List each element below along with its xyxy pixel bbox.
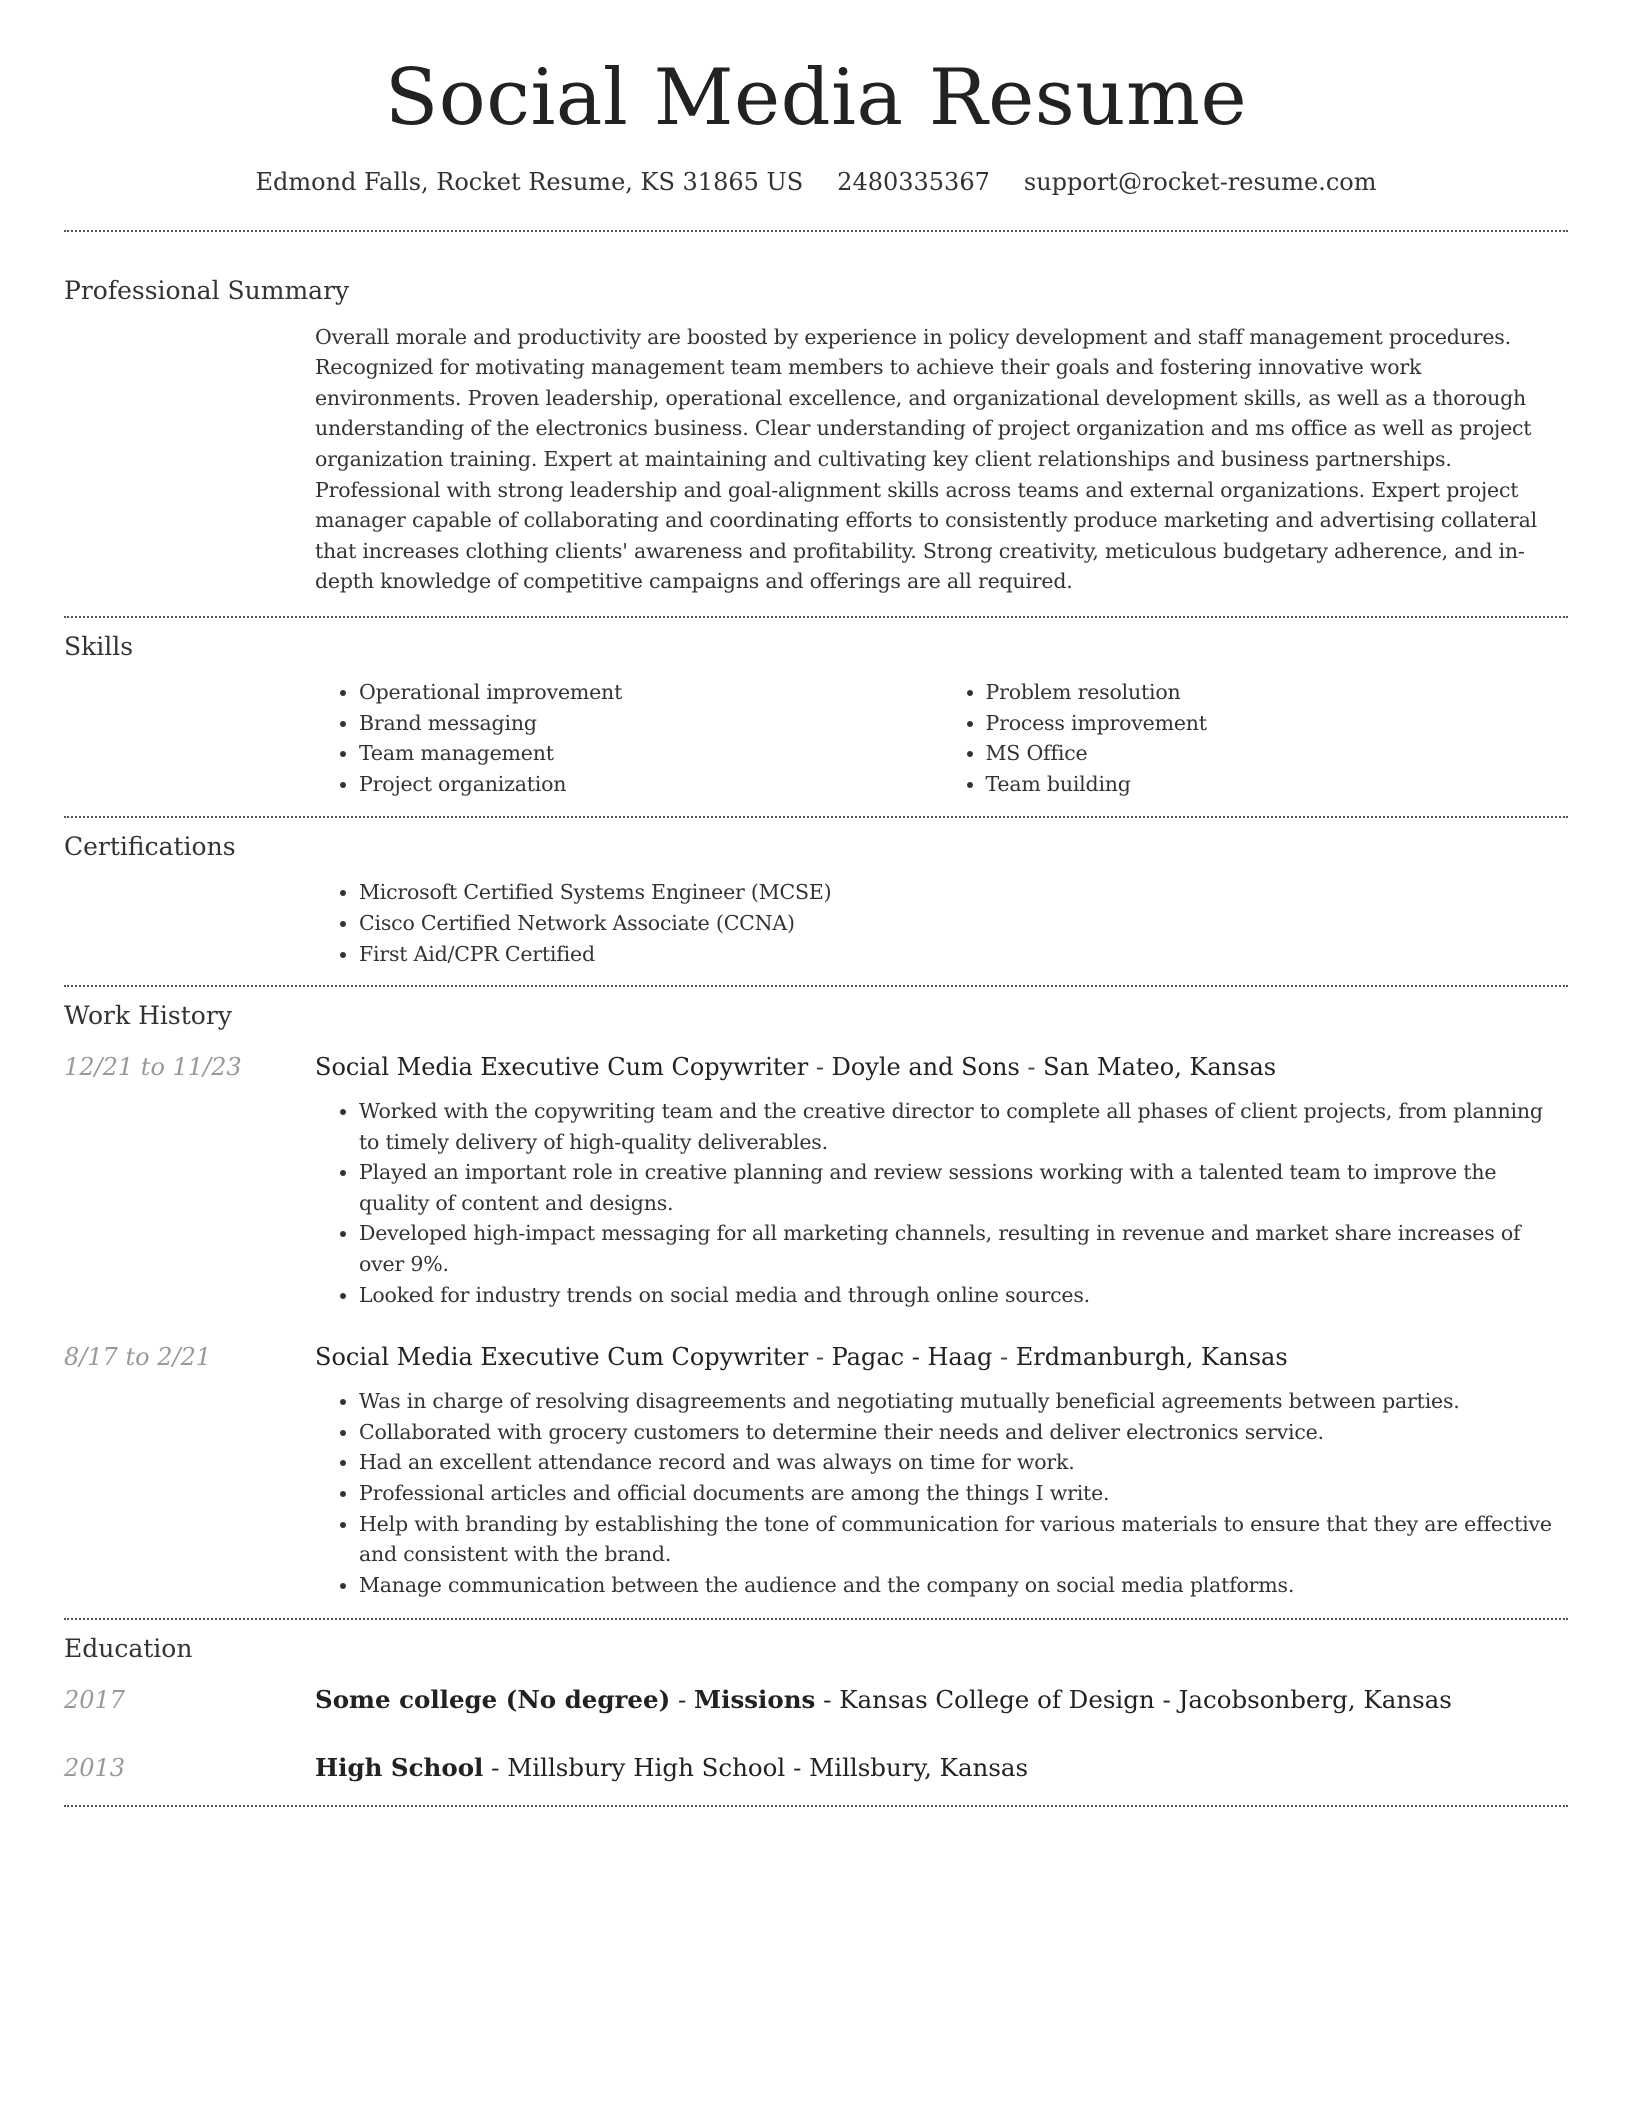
- section-heading-certifications: Certifications: [64, 832, 236, 862]
- section-heading-education: Education: [64, 1634, 193, 1664]
- job-title: Social Media Executive Cum Copywriter: [315, 1053, 809, 1082]
- job-title: Social Media Executive Cum Copywriter: [315, 1343, 809, 1372]
- education-school: Millsbury High School: [507, 1753, 786, 1783]
- education-degree: Some college (No degree): [315, 1685, 671, 1715]
- certification-item: • Cisco Certified Network Associate (CCNA): [359, 908, 1568, 939]
- divider: [64, 230, 1568, 232]
- divider: [64, 616, 1568, 618]
- job-bullet: • Developed high-impact messaging for all marketing channels, resulting in revenue and market share increases of over 9%.: [359, 1218, 1568, 1279]
- section-heading-skills: Skills: [64, 631, 134, 661]
- job-company: Doyle and Sons: [831, 1053, 1020, 1082]
- education-year: 2013: [64, 1754, 126, 1783]
- skills-list-right: [942, 677, 1569, 799]
- skill-item: • Project organization: [359, 769, 942, 800]
- contact-address: Edmond Falls, Rocket Resume, KS 31865 US: [255, 167, 804, 196]
- education-entry: [64, 1751, 1568, 1785]
- skill-item: • Team management: [359, 738, 942, 769]
- education-year: 2017: [64, 1686, 126, 1715]
- skill-item: • Problem resolution: [986, 677, 1569, 708]
- job-bullet: • Had an excellent attendance record and was always on time for work.: [359, 1447, 1568, 1478]
- contact-email: support@rocket-resume.com: [1023, 167, 1377, 196]
- skill-item: • Process improvement: [986, 708, 1569, 739]
- education-entry: [64, 1683, 1568, 1717]
- certifications-list: [315, 877, 1568, 969]
- summary-text: Overall morale and productivity are boosted by experience in policy development and staff management procedures. Recognized for motivating management team members to achieve their goals and fostering innovative work environments. Proven leadership, operational excellence, and organizational development skills, as well as a thorough understanding of the electronics business. Clear understanding of project organization and ms office as well as project organization training. Expert at maintaining and cultivating key client relationships and business partnerships. Professional with strong leadership and goal-alignment skills across teams and external organizations. Expert project manager capable of collaborating and coordinating efforts to consistently produce marketing and advertising collateral that increases clothing clients' awareness and profitability. Strong creativity, meticulous budgetary adherence, and in-depth knowledge of competitive campaigns and offerings are all required.: [315, 324, 1537, 594]
- skill-item: • Team building: [986, 769, 1569, 800]
- job-entry: [64, 1340, 1568, 1600]
- job-heading: Social Media Executive Cum Copywriter - Pagac - Haag - Erdmanburgh, Kansas: [315, 1343, 1288, 1372]
- job-bullet: • Help with branding by establishing the tone of communication for various materials to ensure that they are effective and consistent with the brand.: [359, 1509, 1568, 1570]
- job-heading: Social Media Executive Cum Copywriter - Doyle and Sons - San Mateo, Kansas: [315, 1053, 1277, 1082]
- certification-item: • Microsoft Certified Systems Engineer (MCSE): [359, 877, 1568, 908]
- job-location: Erdmanburgh, Kansas: [1015, 1343, 1288, 1372]
- job-entry: [64, 1050, 1568, 1310]
- section-heading-work: Work History: [64, 1001, 232, 1031]
- education-location: Jacobsonberg, Kansas: [1178, 1685, 1452, 1715]
- job-bullet: • Collaborated with grocery customers to determine their needs and deliver electronics service.: [359, 1417, 1568, 1448]
- education-heading: Some college (No degree) - Missions - Kansas College of Design - Jacobsonberg, Kansas: [315, 1685, 1452, 1715]
- job-bullet: • Professional articles and official documents are among the things I write.: [359, 1478, 1568, 1509]
- skill-item: • Operational improvement: [359, 677, 942, 708]
- skill-item: • MS Office: [986, 738, 1569, 769]
- skills-list-left: [315, 677, 942, 799]
- certification-item: • First Aid/CPR Certified: [359, 939, 1568, 970]
- job-bullets: [315, 1386, 1568, 1600]
- contact-line: [64, 168, 1568, 196]
- section-heading-summary: Professional Summary: [64, 275, 350, 305]
- job-bullet: • Looked for industry trends on social media and through online sources.: [359, 1280, 1568, 1311]
- contact-phone: 2480335367: [837, 167, 990, 196]
- job-dates: 12/21 to 11/23: [64, 1053, 242, 1082]
- education-location: Millsbury, Kansas: [809, 1753, 1029, 1783]
- job-bullets: [315, 1096, 1568, 1310]
- education-school: Kansas College of Design: [839, 1685, 1155, 1715]
- work-history-section: [64, 1001, 1568, 1600]
- education-degree: High School: [315, 1753, 484, 1783]
- resume-header: [64, 0, 1568, 196]
- job-company: Pagac - Haag: [831, 1343, 993, 1372]
- divider: [64, 1805, 1568, 1807]
- divider: [64, 1618, 1568, 1620]
- summary-section: [64, 276, 1568, 597]
- skill-item: • Brand messaging: [359, 708, 942, 739]
- education-heading: High School - Millsbury High School - Millsbury, Kansas: [315, 1753, 1029, 1783]
- divider: [64, 985, 1568, 987]
- page-title: Social Media Resume: [384, 53, 1248, 143]
- job-bullet: • Played an important role in creative planning and review sessions working with a talented team to improve the quality of content and designs.: [359, 1157, 1568, 1218]
- job-bullet: • Manage communication between the audience and the company on social media platforms.: [359, 1570, 1568, 1601]
- job-bullet: • Worked with the copywriting team and the creative director to complete all phases of client projects, from planning to timely delivery of high-quality deliverables.: [359, 1096, 1568, 1157]
- job-dates: 8/17 to 2/21: [64, 1343, 212, 1372]
- job-bullet: • Was in charge of resolving disagreements and negotiating mutually beneficial agreements between parties.: [359, 1386, 1568, 1417]
- education-section: [64, 1634, 1568, 1785]
- divider: [64, 816, 1568, 818]
- education-field: Missions: [694, 1685, 816, 1715]
- job-location: San Mateo, Kansas: [1043, 1053, 1277, 1082]
- certifications-section: [64, 832, 1568, 969]
- skills-section: [64, 632, 1568, 799]
